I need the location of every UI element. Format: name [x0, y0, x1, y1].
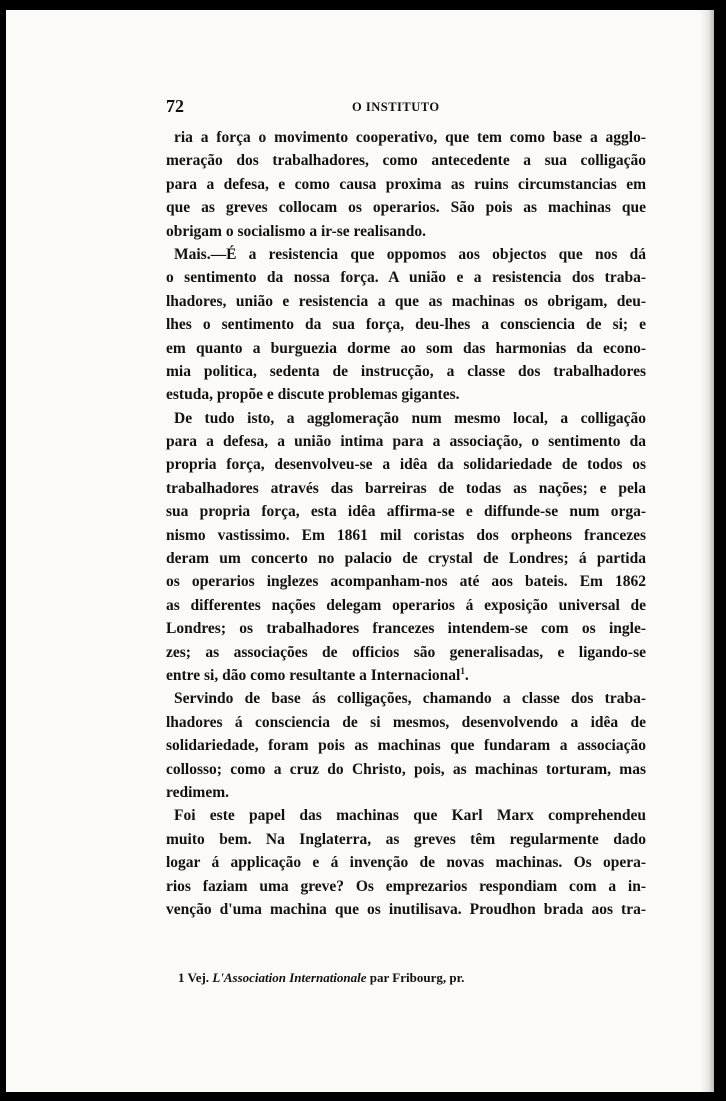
text-line: De tudo isto, a agglomeração num mesmo local, a colligação — [174, 409, 646, 427]
running-title: O INSTITUTO — [352, 100, 440, 114]
page-header — [166, 96, 644, 120]
text-line: Londres; os trabalhadores francezes intendem-se com os ingle- — [166, 620, 646, 638]
paragraph — [166, 407, 646, 688]
footnote-title: L'Association Internationale — [212, 970, 367, 985]
text-line: Foi este papel das machinas que Karl Marx comprehendeu — [174, 807, 646, 825]
text-line: estuda, propõe e discute problemas gigantes. — [166, 386, 460, 404]
text-line: rios faziam uma greve? Os emprezarios respondiam com a in- — [166, 877, 646, 895]
text-line: Servindo de base ás colligações, chamando a classe dos traba- — [174, 690, 646, 708]
footnote-number: 1 — [178, 970, 185, 985]
page-number: 72 — [166, 96, 184, 116]
paragraph — [166, 126, 646, 243]
book-page — [6, 10, 714, 1092]
text-line: propria força, desenvolveu-se a idêa da solidariedade de todos os — [166, 456, 646, 474]
footnote-prefix: Vej. — [187, 970, 210, 985]
footnote-suffix: par Fribourg, pr. — [369, 970, 465, 985]
text-line: nismo vastissimo. Em 1861 mil coristas dos orpheons francezes — [166, 526, 646, 544]
paragraph — [166, 687, 646, 804]
text-line: zes; as associações de officios são generalisadas, e ligando-se — [166, 643, 646, 661]
paragraph — [166, 243, 646, 407]
text-line: muito bem. Na Inglaterra, as greves têm regularmente dado — [166, 830, 646, 848]
text-line: collosso; como a cruz do Christo, pois, as machinas torturam, mas — [166, 760, 646, 778]
text-line: sua propria força, esta idêa affirma-se e diffunde-se num orga- — [166, 503, 646, 521]
text-line: venção d'uma machina que os inutilisava. Proudhon brada aos tra- — [166, 900, 646, 918]
footnote-marker: 1 — [460, 665, 465, 676]
text-line: as differentes nações delegam operarios á exposição universal de — [166, 596, 646, 614]
text-line: deram um concerto no palacio de crystal de Londres; á partida — [166, 550, 646, 568]
page-spine-shadow — [700, 10, 714, 1092]
text-line: redimem. — [166, 783, 229, 801]
text-line: logar á applicação e á invenção de novas machinas. Os opera- — [166, 854, 646, 872]
text-line: em quanto a burguezia dorme ao som das harmonias da econo- — [166, 339, 646, 357]
text-line: trabalhadores através das barreiras de todas as nações; e pela — [166, 479, 646, 497]
text-line: o sentimento da nossa força. A união e a resistencia dos traba- — [166, 269, 646, 287]
text-line: lhes o sentimento da sua força, deu-lhes a consciencia de si; e — [166, 316, 646, 334]
body-text — [166, 126, 646, 921]
text-line: para a defesa, e como causa proxima as ruins circumstancias em — [166, 175, 646, 193]
text-line: os operarios inglezes acompanham-nos até aos bateis. Em 1862 — [166, 573, 646, 591]
footnote — [178, 970, 464, 986]
text-line: ria a força o movimento cooperativo, que tem como base a agglo- — [174, 129, 646, 146]
text-line: Mais.—É a resistencia que oppomos aos objectos que nos dá — [174, 245, 646, 263]
text-line: lhadores á consciencia de si mesmos, desenvolvendo a idêa de — [166, 713, 646, 731]
text-line: lhadores, união e resistencia a que as machinas os obrigam, deu- — [166, 292, 646, 310]
text-line: solidariedade, foram pois as machinas que fundaram a associação — [166, 737, 646, 755]
text-line: entre si, dão como resultante a Internacional$^1$. — [166, 665, 469, 684]
text-line: meração dos trabalhadores, como antecedente a sua colligação — [166, 152, 646, 170]
text-line: que as greves collocam os operarios. São pois as machinas que — [166, 199, 646, 217]
text-line: obrigam o socialismo a ir-se realisando. — [166, 222, 427, 240]
text-line: para a defesa, a união intima para a associação, o sentimento da — [166, 433, 646, 451]
text-line: mia politica, sedenta de instrucção, a classe dos trabalhadores — [166, 362, 646, 380]
paragraph — [166, 804, 646, 921]
